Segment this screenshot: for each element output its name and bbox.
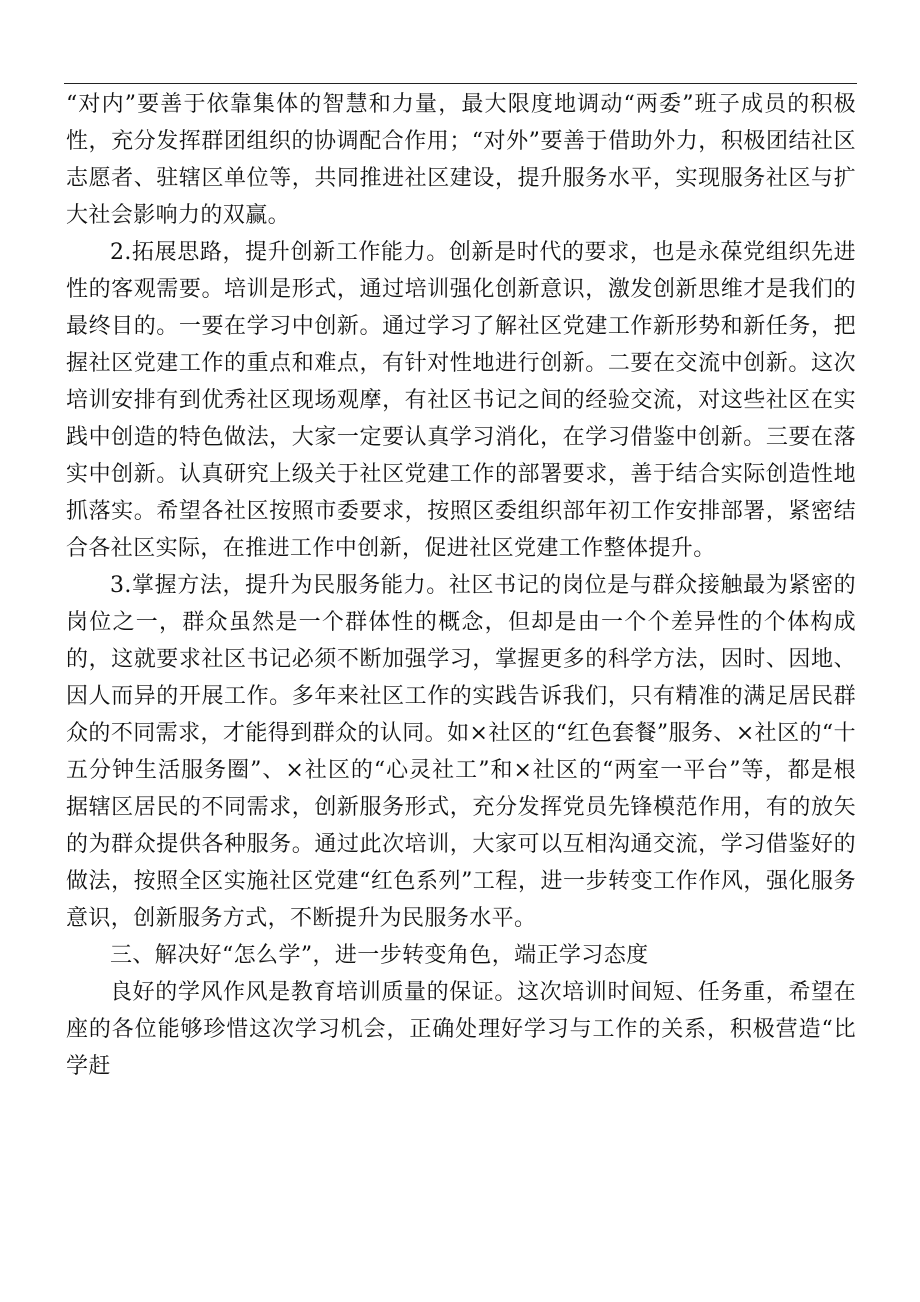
paragraph-study-style: 良好的学风作风是教育培训质量的保证。这次培训时间短、任务重，希望在座的各位能够珍惜这次学习机会，正确处理好学习与工作的关系，积极营造“比学赶: [66, 980, 856, 1079]
paragraph-continuation: “对内”要善于依靠集体的智慧和力量，最大限度地调动“两委”班子成员的积极性，充分发挥群团组织的协调配合作用；“对外”要善于借助外力，积极团结社区志愿者、驻辖区单位等，共同推进社区建设，提升服务水平，实现服务社区与扩大社会影响力的双赢。: [66, 92, 856, 228]
paragraph-service: 3.掌握方法，提升为民服务能力。社区书记的岗位是与群众接触最为紧密的岗位之一，群众虽然是一个群体性的概念，但却是由一个个差异性的个体构成的，这就要求社区书记必须不断加强学习，掌握更多的科学方法，因时、因地、因人而异的开展工作。多年来社区工作的实践告诉我们，只有精准的满足居民群众的不同需求，才能得到群众的认同。如×社区的“红色套餐”服务、×社区的“十五分钟生活服务圈”、×社区的“心灵社工”和×社区的“两室一平台”等，都是根据辖区居民的不同需求，创新服务形式，充分发挥党员先锋模范作用，有的放矢的为群众提供各种服务。通过此次培训，大家可以互相沟通交流，学习借鉴好的做法，按照全区实施社区党建“红色系列”工程，进一步转变工作作风，强化服务意识，创新服务方式，不断提升为民服务水平。: [66, 573, 856, 931]
header-rule: [64, 83, 857, 84]
section-heading-three: 三、解决好“怎么学”，进一步转变角色，端正学习态度: [110, 943, 649, 968]
paragraph-innovation: 2.拓展思路，提升创新工作能力。创新是时代的要求，也是永葆党组织先进性的客观需要。培训是形式，通过培训强化创新意识，激发创新思维才是我们的最终目的。一要在学习中创新。通过学习了解社区党建工作新形势和新任务，把握社区党建工作的重点和难点，有针对性地进行创新。二要在交流中创新。这次培训安排有到优秀社区现场观摩，有社区书记之间的经验交流，对这些社区在实践中创造的特色做法，大家一定要认真学习消化，在学习借鉴中创新。三要在落实中创新。认真研究上级关于社区党建工作的部署要求，善于结合实际创造性地抓落实。希望各社区按照市委要求，按照区委组织部年初工作安排部署，紧密结合各社区实际，在推进工作中创新，促进社区党建工作整体提升。: [66, 240, 856, 561]
document-body: [66, 86, 856, 1085]
